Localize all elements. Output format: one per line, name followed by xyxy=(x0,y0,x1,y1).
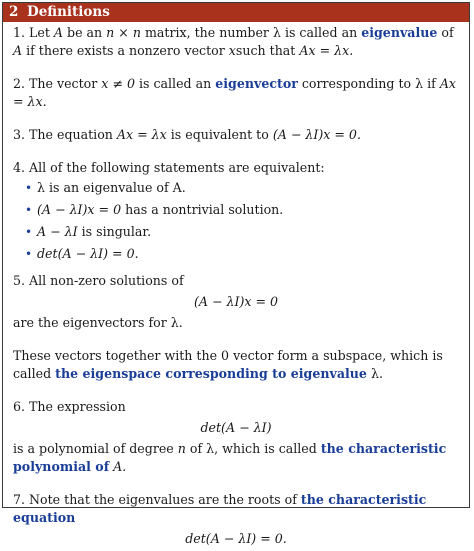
text: 3. The equation xyxy=(13,127,117,142)
text: λ is an eigenvalue of A. xyxy=(37,180,186,195)
definition-3 xyxy=(13,126,459,144)
definitions-box xyxy=(2,2,470,546)
definition-2 xyxy=(13,75,459,111)
bullet-icon: • xyxy=(25,225,33,239)
definition-7 xyxy=(13,491,459,527)
math: x xyxy=(228,43,236,58)
equation xyxy=(13,416,459,440)
equation xyxy=(13,527,459,551)
math: det(A − λI) xyxy=(200,420,272,435)
bullet-icon: • xyxy=(25,181,33,195)
list-item xyxy=(13,177,459,199)
text: matrix, the number λ is called an xyxy=(140,25,362,40)
bullet-icon: • xyxy=(25,203,33,217)
math: n × n xyxy=(106,25,141,40)
math: Ax = λx. xyxy=(299,43,354,58)
math: (A − λI)x = 0. xyxy=(272,127,361,142)
definition-6-intro: 6. The expression xyxy=(13,399,126,414)
equation xyxy=(13,290,459,314)
math: det xyxy=(37,246,58,261)
text: of xyxy=(437,25,454,40)
definition-4-intro: 4. All of the following statements are equivalent: xyxy=(13,160,325,175)
text: such that xyxy=(235,43,300,58)
text: is equivalent to xyxy=(166,127,273,142)
math: x ≠ 0 xyxy=(101,76,135,91)
text: λ. xyxy=(366,366,383,381)
section-number: 2 xyxy=(9,4,19,20)
term-eigenvector: eigenvector xyxy=(215,76,298,91)
definition-5-intro: 5. All non-zero solutions of xyxy=(13,273,184,288)
text: is a polynomial of degree xyxy=(13,441,178,456)
math: (A − λI)x = 0 xyxy=(37,202,122,217)
text: be an xyxy=(63,25,107,40)
definition-6-body xyxy=(13,440,459,476)
math: det(A − λI) = 0. xyxy=(185,531,287,546)
text: 2. The vector xyxy=(13,76,102,91)
text: of λ, which is called xyxy=(185,441,321,456)
section-title: Definitions xyxy=(27,4,110,20)
text: is called an xyxy=(134,76,216,91)
math: A xyxy=(13,43,23,58)
term-characteristic-equation: the characteristic equation xyxy=(13,492,427,525)
text: has a nontrivial solution. xyxy=(121,202,284,217)
definition-5-after: are the eigenvectors for λ. xyxy=(13,315,183,330)
math: A xyxy=(53,25,64,40)
definitions-content xyxy=(3,22,469,551)
math: A. xyxy=(113,459,127,474)
term-characteristic-polynomial: the characteristic polynomial of xyxy=(13,441,447,474)
term-eigenvalue: eigenvalue xyxy=(361,25,438,40)
math: (A − λI)x = 0 xyxy=(193,294,279,309)
list-item xyxy=(13,243,459,265)
text: 1. Let xyxy=(13,25,54,40)
eigenspace-paragraph xyxy=(13,347,459,383)
list-item xyxy=(13,199,459,221)
math: Ax = λx. xyxy=(13,76,457,109)
section-header xyxy=(3,3,469,22)
math: Ax = λx xyxy=(116,127,167,142)
math: A − λI xyxy=(37,224,78,239)
text: is singular. xyxy=(77,224,152,239)
text: 7. Note that the eigenvalues are the roots of xyxy=(13,492,301,507)
math: (A − λI) = 0. xyxy=(57,246,139,261)
list-item xyxy=(13,221,459,243)
bullet-icon: • xyxy=(25,247,33,261)
text: These vectors together with the 0 vector form a subspace, which is called xyxy=(13,348,443,381)
text: corresponding to λ if xyxy=(297,76,440,91)
math: n xyxy=(177,441,186,456)
term-eigenspace: the eigenspace corresponding to eigenvalue xyxy=(55,366,367,381)
definition-1 xyxy=(13,24,459,60)
text: if there exists a nonzero vector xyxy=(22,43,229,58)
